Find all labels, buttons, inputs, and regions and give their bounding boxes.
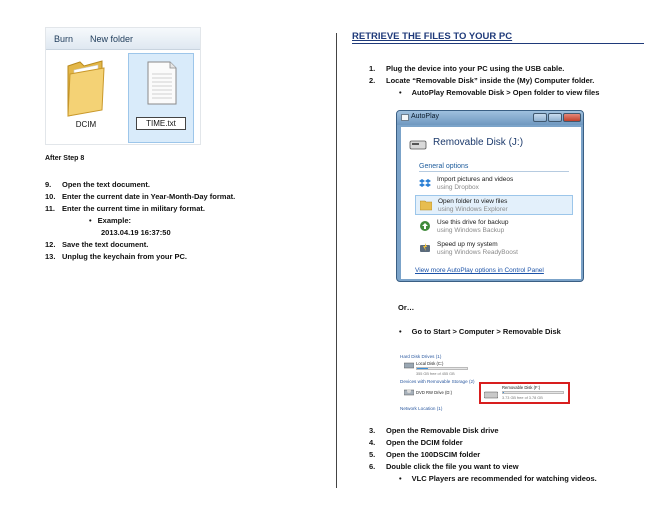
step-text: Open the DCIM folder — [386, 438, 463, 447]
autoplay-bullet — [369, 87, 659, 99]
example-value: 2013.04.19 16:37:50 — [101, 228, 171, 237]
computer-window-screenshot — [396, 352, 574, 412]
after-step-caption: After Step 8 — [45, 155, 85, 162]
autoplay-titlebar — [397, 111, 584, 125]
right-steps-list-b — [369, 425, 659, 485]
burn-button[interactable]: Burn — [54, 34, 74, 44]
network-group-label: Network Location (1) — [400, 406, 443, 411]
step-text: Double click the file you want to view — [386, 462, 519, 471]
option-label: Import pictures and videos — [437, 176, 514, 183]
step-number: 10. — [45, 192, 56, 201]
bullet-text: VLC Players are recommended for watching videos. — [411, 474, 597, 483]
local-disk-icon — [404, 362, 414, 369]
folder-icon — [420, 199, 432, 211]
column-divider — [336, 33, 337, 488]
section-heading: RETRIEVE THE FILES TO YOUR PC — [352, 31, 644, 44]
bullet-dot: • — [399, 474, 402, 483]
option-sublabel: using Windows Explorer — [438, 206, 508, 213]
step-text: Save the text document. — [62, 240, 149, 249]
explorer-screenshot — [45, 27, 201, 145]
removable-disk-icon — [409, 139, 427, 151]
dvd-drive-label[interactable]: DVD RW Drive (D:) — [416, 390, 452, 395]
list-item — [45, 251, 315, 263]
list-item — [45, 179, 315, 191]
step-number: 12. — [45, 240, 56, 249]
list-item — [369, 425, 659, 437]
close-button[interactable] — [563, 113, 581, 122]
step-text: Open the Removable Disk drive — [386, 426, 499, 435]
bullet-dot: • — [399, 327, 402, 336]
list-item — [369, 63, 659, 75]
general-options-label: General options — [419, 163, 469, 170]
list-item — [369, 75, 659, 87]
folder-label: DCIM — [75, 120, 97, 129]
option-sublabel: using Windows Backup — [437, 227, 505, 234]
step-text: Enter the current date in Year-Month-Day format. — [62, 192, 236, 201]
backup-icon — [419, 220, 431, 232]
local-disk-free: 355 GB free of 455 GB — [416, 372, 455, 376]
removable-disk-label: Removable Disk (F:) — [502, 385, 541, 390]
example-label: Example: — [97, 216, 131, 225]
bullet-dot: • — [399, 88, 402, 97]
list-item — [369, 461, 659, 473]
step-number: 1. — [369, 64, 376, 73]
step-number: 4. — [369, 438, 376, 447]
left-steps-list — [45, 179, 315, 263]
autoplay-title: AutoPlay — [411, 113, 440, 120]
option-speed-up[interactable] — [415, 239, 573, 259]
step-number: 6. — [369, 462, 376, 471]
text-file-icon[interactable] — [146, 60, 178, 106]
list-item — [369, 449, 659, 461]
option-sublabel: using Dropbox — [437, 184, 479, 191]
option-label: Open folder to view files — [438, 198, 508, 205]
step-text: Open the text document. — [62, 180, 150, 189]
or-text: Or… — [398, 303, 415, 312]
start-bullet — [399, 326, 659, 338]
bullet-text: AutoPlay Removable Disk > Open folder to view files — [411, 88, 600, 97]
bullet-dot: • — [89, 216, 92, 225]
minimize-button[interactable] — [533, 113, 547, 122]
option-label: Use this drive for backup — [437, 219, 509, 226]
list-item — [45, 191, 315, 203]
autoplay-body — [401, 127, 581, 279]
general-options-rule — [419, 171, 569, 172]
step-text: Locate “Removable Disk” inside the (My) Computer folder. — [386, 76, 595, 85]
vlc-bullet — [369, 473, 659, 485]
dvd-drive-icon — [404, 388, 414, 396]
right-steps-list — [369, 63, 659, 99]
folder-icon[interactable] — [64, 58, 106, 118]
file-name-label[interactable]: TIME.txt — [136, 117, 186, 130]
explorer-toolbar — [46, 28, 201, 50]
step-number: 3. — [369, 426, 376, 435]
maximize-button[interactable] — [548, 113, 562, 122]
step-text: Unplug the keychain from your PC. — [62, 252, 188, 261]
list-item — [45, 203, 315, 215]
option-sublabel: using Windows ReadyBoost — [437, 249, 518, 256]
option-import-pictures[interactable] — [415, 174, 573, 194]
step-text: Plug the device into your PC using the USB cable. — [386, 64, 565, 73]
autoplay-dialog — [396, 110, 584, 282]
local-disk-label[interactable]: Local Disk (C:) — [416, 361, 444, 366]
step-number: 2. — [369, 76, 376, 85]
step-number: 11. — [45, 204, 56, 213]
step-text: Enter the current time in military format. — [62, 204, 205, 213]
example-bullet — [45, 215, 315, 227]
autoplay-window-icon — [401, 114, 409, 121]
removable-disk-usage-bar — [502, 391, 564, 394]
list-item — [45, 239, 315, 251]
list-item — [369, 437, 659, 449]
step-number: 13. — [45, 252, 56, 261]
new-folder-button[interactable]: New folder — [90, 34, 134, 44]
step-text: Open the 100DSCIM folder — [386, 450, 481, 459]
option-label: Speed up my system — [437, 241, 498, 248]
removable-group-label: Devices with Removable Storage (2) — [400, 379, 475, 384]
option-backup[interactable] — [415, 217, 573, 237]
step-number: 9. — [45, 180, 52, 189]
option-open-folder[interactable] — [415, 195, 573, 215]
hdd-group-label: Hard Disk Drives (1) — [400, 354, 442, 359]
readyboost-icon — [419, 242, 431, 254]
bullet-text: Go to Start > Computer > Removable Disk — [411, 327, 561, 336]
step-number: 5. — [369, 450, 376, 459]
control-panel-link[interactable]: View more AutoPlay options in Control Panel — [415, 267, 544, 274]
dropbox-icon — [419, 177, 431, 189]
removable-disk-icon — [484, 390, 498, 399]
autoplay-disk-name: Removable Disk (J:) — [433, 137, 524, 148]
removable-disk-free: 3.73 GB free of 3.78 GB — [502, 396, 543, 400]
local-disk-usage-bar — [416, 367, 468, 370]
